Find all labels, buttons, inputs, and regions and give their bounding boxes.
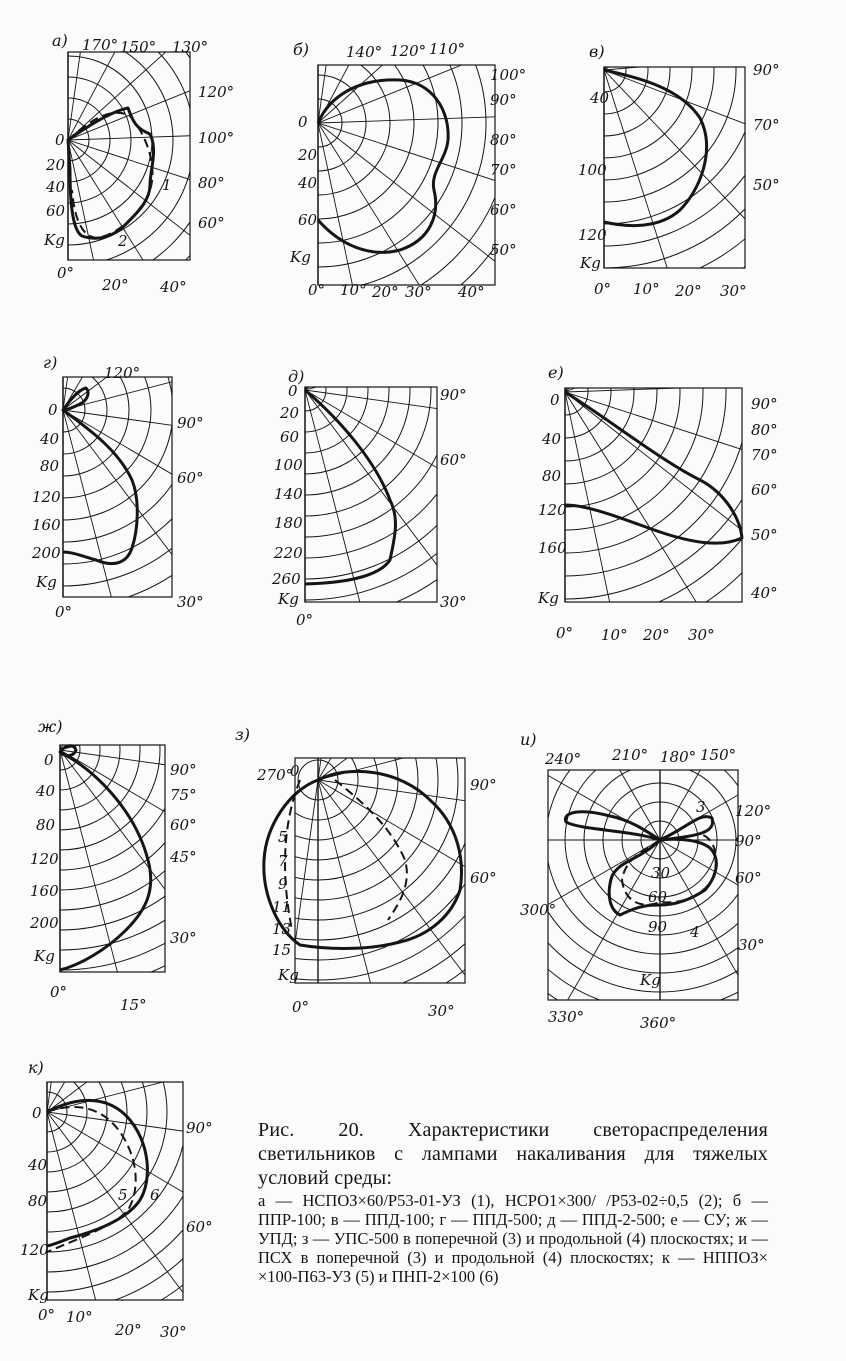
panel-b-bottom-label: 0° xyxy=(308,281,326,299)
panel-k-bottom-label: 10° xyxy=(66,1308,93,1326)
panel-z-letter: з) xyxy=(235,725,250,744)
panel-g-left-label: 80 xyxy=(40,457,60,475)
panel-b-left-label: 60 xyxy=(298,211,318,229)
panel-a-curve-label: 2 xyxy=(118,232,128,250)
panel-g-left-label: 160 xyxy=(32,516,61,534)
panel-i-curve-label: 4 xyxy=(690,923,700,941)
panel-zh-left-label: 200 xyxy=(30,914,59,932)
panel-d-left-label: 0 xyxy=(288,382,298,400)
panel-b-left-label: 40 xyxy=(298,174,318,192)
panel-z-left-label: 7 xyxy=(278,852,288,870)
panel-z-left-label: 0 xyxy=(290,762,300,780)
panel-d-left-label: 100 xyxy=(274,456,303,474)
panel-v-left-label: 40 xyxy=(590,89,610,107)
panel-v-axis-unit: Kg xyxy=(580,254,601,272)
panel-zh-left-label: 160 xyxy=(30,882,59,900)
panel-e-bottom-label: 0° xyxy=(556,624,574,642)
panel-a-curve-label: 1 xyxy=(162,176,172,194)
panel-i-bottom-label: 330° xyxy=(548,1008,585,1026)
panel-k-left-label: 0 xyxy=(32,1104,42,1122)
panel-e-right-label: 90° xyxy=(751,395,778,413)
panel-zh-left-label: 120 xyxy=(30,850,59,868)
panel-v-bottom-label: 10° xyxy=(633,280,660,298)
panel-a-left-label: 40 xyxy=(46,178,66,196)
panel-b-letter: б) xyxy=(293,40,310,59)
panel-i-inner-label: 60 xyxy=(648,888,668,906)
panel-k-axis-unit: Kg xyxy=(28,1286,49,1304)
panel-zh-left-label: 40 xyxy=(36,782,56,800)
panel-e-curve-1 xyxy=(565,392,742,543)
panel-b-right-label: 50° xyxy=(490,241,517,259)
panel-a-bottom-label: 0° xyxy=(57,264,75,282)
panel-k-letter: к) xyxy=(28,1058,44,1077)
panel-z-axis-unit: Kg xyxy=(278,966,299,984)
panel-k-curve-label: 5 xyxy=(118,1186,128,1204)
panel-e-right-label: 50° xyxy=(751,526,778,544)
figure-caption xyxy=(258,1118,768,1286)
panel-i-inner-label: 30 xyxy=(651,864,671,882)
panel-b-right-label: 70° xyxy=(490,161,517,179)
panel-b-bottom-label: 30° xyxy=(405,283,432,301)
panel-a-left-label: 0 xyxy=(55,131,65,149)
panel-e-bottom-label: 10° xyxy=(601,626,628,644)
panel-e-left-label: 120 xyxy=(538,501,567,519)
panel-i-left-label: 300° xyxy=(520,901,557,919)
caption-legend: а — НСПОЗ×60/Р53-01-УЗ (1), НСРО1×300/ /Р53-02÷0,5 (2); б — ППР-100; в — ППД-100; г — ППД-500; д — ППД-2-500; е — СУ; ж — УПД; з — УПС-500 в поперечной (3) и продольной (4) плоскостях; и — ПСХ в поперечной (3) и продольной (4) плоскостях; к — НППОЗ× ×100-П63-УЗ (5) и ПНП-2×100 (6) xyxy=(258,1191,768,1286)
caption-title: Рис. 20. Характеристики светораспределения светильников с лампами накаливания для тяжелых условий среды: xyxy=(258,1119,768,1189)
panel-a-axis-unit: Kg xyxy=(44,231,65,249)
panel-g-left-label: 200 xyxy=(32,544,61,562)
panel-g-letter: г) xyxy=(43,353,58,372)
panel-i-right-label: 90° xyxy=(735,832,762,850)
panel-k-right-label: 60° xyxy=(186,1218,213,1236)
panel-i-top-label: 210° xyxy=(612,746,649,764)
panel-z-bottom-label: 0° xyxy=(292,998,310,1016)
panel-d-left-label: 60 xyxy=(280,428,300,446)
panel-i-top-label: 180° xyxy=(660,748,697,766)
panel-k-curve-1 xyxy=(47,1100,147,1246)
panel-i-top-label: 240° xyxy=(545,750,582,768)
panel-z-left-label: 11 xyxy=(272,898,292,916)
panel-zh-left-label: 0 xyxy=(44,751,54,769)
panel-zh-right-label: 45° xyxy=(170,848,197,866)
panel-a-left-label: 20 xyxy=(46,156,66,174)
panel-d-left-label: 260 xyxy=(272,570,301,588)
panel-zh-right-label: 30° xyxy=(170,929,197,947)
panel-z-top-label: 90° xyxy=(470,776,497,794)
panel-b-right-label: 60° xyxy=(490,201,517,219)
panel-d-bottom-label: 0° xyxy=(296,611,314,629)
panel-k-left-label: 80 xyxy=(28,1192,48,1210)
panel-d-left-label: 180 xyxy=(274,514,303,532)
panel-e-letter: е) xyxy=(548,363,564,382)
panel-a-top-label: 130° xyxy=(172,38,209,56)
panel-b-axis-unit: Kg xyxy=(290,248,311,266)
panel-g-axis-unit: Kg xyxy=(36,573,57,591)
panel-b-bottom-label: 10° xyxy=(340,281,367,299)
panel-g-bottom-label: 0° xyxy=(55,603,73,621)
panel-e-right-label: 70° xyxy=(751,446,778,464)
panel-b-bottom-label: 40° xyxy=(458,283,485,301)
panel-z-left-label: 13 xyxy=(272,920,292,938)
panel-b-top-label: 140° xyxy=(346,43,383,61)
panel-e-left-label: 40 xyxy=(542,430,562,448)
panel-g-left-label: 0 xyxy=(48,401,58,419)
panel-d-axis-unit: Kg xyxy=(278,590,299,608)
panel-zh-left-label: 80 xyxy=(36,816,56,834)
panel-d-left-label: 20 xyxy=(280,404,300,422)
panel-v-right-label: 90° xyxy=(753,61,780,79)
panel-zh-axis-unit: Kg xyxy=(34,947,55,965)
panel-v-right-label: 50° xyxy=(753,176,780,194)
panel-a-top-label: 170° xyxy=(82,36,119,54)
panel-b-left-label: 0 xyxy=(298,113,308,131)
panel-zh-right-label: 75° xyxy=(170,786,197,804)
panel-g-left-label: 40 xyxy=(40,430,60,448)
panel-k-bottom-label: 30° xyxy=(160,1323,187,1341)
panel-b-left-label: 20 xyxy=(298,146,318,164)
panel-a-right-label: 60° xyxy=(198,214,225,232)
panel-v-letter: в) xyxy=(589,42,605,61)
panel-i-letter: и) xyxy=(520,730,537,749)
panel-z-left-label: 9 xyxy=(278,875,288,893)
panel-b-right-label: 80° xyxy=(490,131,517,149)
panel-z-right-label: 60° xyxy=(470,869,497,887)
panel-e-left-label: 80 xyxy=(542,467,562,485)
panel-e-bottom-label: 20° xyxy=(643,626,670,644)
panel-k-left-label: 40 xyxy=(28,1156,48,1174)
panel-k-left-label: 120 xyxy=(20,1241,49,1259)
panel-a-right-label: 120° xyxy=(198,83,235,101)
panel-i-top-label: 150° xyxy=(700,746,737,764)
panel-i-right-label: 120° xyxy=(735,802,772,820)
panel-b-right-label: 90° xyxy=(490,91,517,109)
panel-i-inner-label: 90 xyxy=(648,918,668,936)
panel-e-right-label: 40° xyxy=(751,584,778,602)
panel-b-bottom-label: 20° xyxy=(372,283,399,301)
panel-z-left-label: 15 xyxy=(272,941,292,959)
panel-i-right-label: 30° xyxy=(738,936,765,954)
panel-i-right-label: 60° xyxy=(735,869,762,887)
panel-k-bottom-label: 0° xyxy=(38,1306,56,1324)
panel-v-left-label: 120 xyxy=(578,226,607,244)
panel-e-left-label: 0 xyxy=(550,391,560,409)
panel-k-right-label: 90° xyxy=(186,1119,213,1137)
panel-a-top-label: 150° xyxy=(120,38,157,56)
panel-zh-right-label: 60° xyxy=(170,816,197,834)
panel-zh-bottom-label: 0° xyxy=(50,983,68,1001)
panel-z-top-label: 270° xyxy=(257,766,294,784)
panel-d-curve-1 xyxy=(305,390,395,584)
panel-a-left-label: 60 xyxy=(46,202,66,220)
panel-a-right-label: 80° xyxy=(198,174,225,192)
panel-k-curve-label: 6 xyxy=(150,1186,160,1204)
panel-b-top-label: 120° xyxy=(390,42,427,60)
panel-a-letter: а) xyxy=(52,31,68,50)
panel-a-right-label: 100° xyxy=(198,129,235,147)
panel-d-right-label: 30° xyxy=(440,593,467,611)
panel-e-axis-unit: Kg xyxy=(538,589,559,607)
panel-v-bottom-label: 30° xyxy=(720,282,747,300)
panel-v-bottom-label: 20° xyxy=(675,282,702,300)
panel-i-curve-label: 3 xyxy=(696,798,706,816)
panel-e-right-label: 60° xyxy=(751,481,778,499)
panel-a-bottom-label: 40° xyxy=(160,278,187,296)
panel-e-right-label: 80° xyxy=(751,421,778,439)
panel-d-left-label: 140 xyxy=(274,485,303,503)
panel-v-grid xyxy=(318,0,846,763)
panel-a-bottom-label: 20° xyxy=(102,276,129,294)
panel-b-top-label: 110° xyxy=(429,40,466,58)
panel-v-bottom-label: 0° xyxy=(594,280,612,298)
panel-zh-right-label: 90° xyxy=(170,761,197,779)
panel-zh-bottom-label: 15° xyxy=(120,996,147,1014)
panel-g-right-label: 60° xyxy=(177,469,204,487)
panel-d-right-label: 90° xyxy=(440,386,467,404)
panel-g-right-label: 90° xyxy=(177,414,204,432)
panel-g-top-label: 120° xyxy=(104,364,141,382)
panel-i-bottom-label: 360° xyxy=(640,1014,677,1032)
panel-b-right-label: 100° xyxy=(490,66,527,84)
panel-e-bottom-label: 30° xyxy=(688,626,715,644)
panel-i-axis-unit: Kg xyxy=(640,971,661,989)
panel-d-right-label: 60° xyxy=(440,451,467,469)
panel-k-bottom-label: 20° xyxy=(115,1321,142,1339)
panel-e-left-label: 160 xyxy=(538,539,567,557)
panel-v-left-label: 100 xyxy=(578,161,607,179)
panel-d-letter: д) xyxy=(288,367,305,386)
panel-g-right-label: 30° xyxy=(177,593,204,611)
panel-g-left-label: 120 xyxy=(32,488,61,506)
panel-z-left-label: 5 xyxy=(278,828,288,846)
panel-v-curve-1 xyxy=(604,70,707,226)
panel-z-bottom-label: 30° xyxy=(428,1002,455,1020)
panel-d-left-label: 220 xyxy=(274,544,303,562)
panel-zh-letter: ж) xyxy=(38,717,63,736)
panel-v-right-label: 70° xyxy=(753,116,780,134)
